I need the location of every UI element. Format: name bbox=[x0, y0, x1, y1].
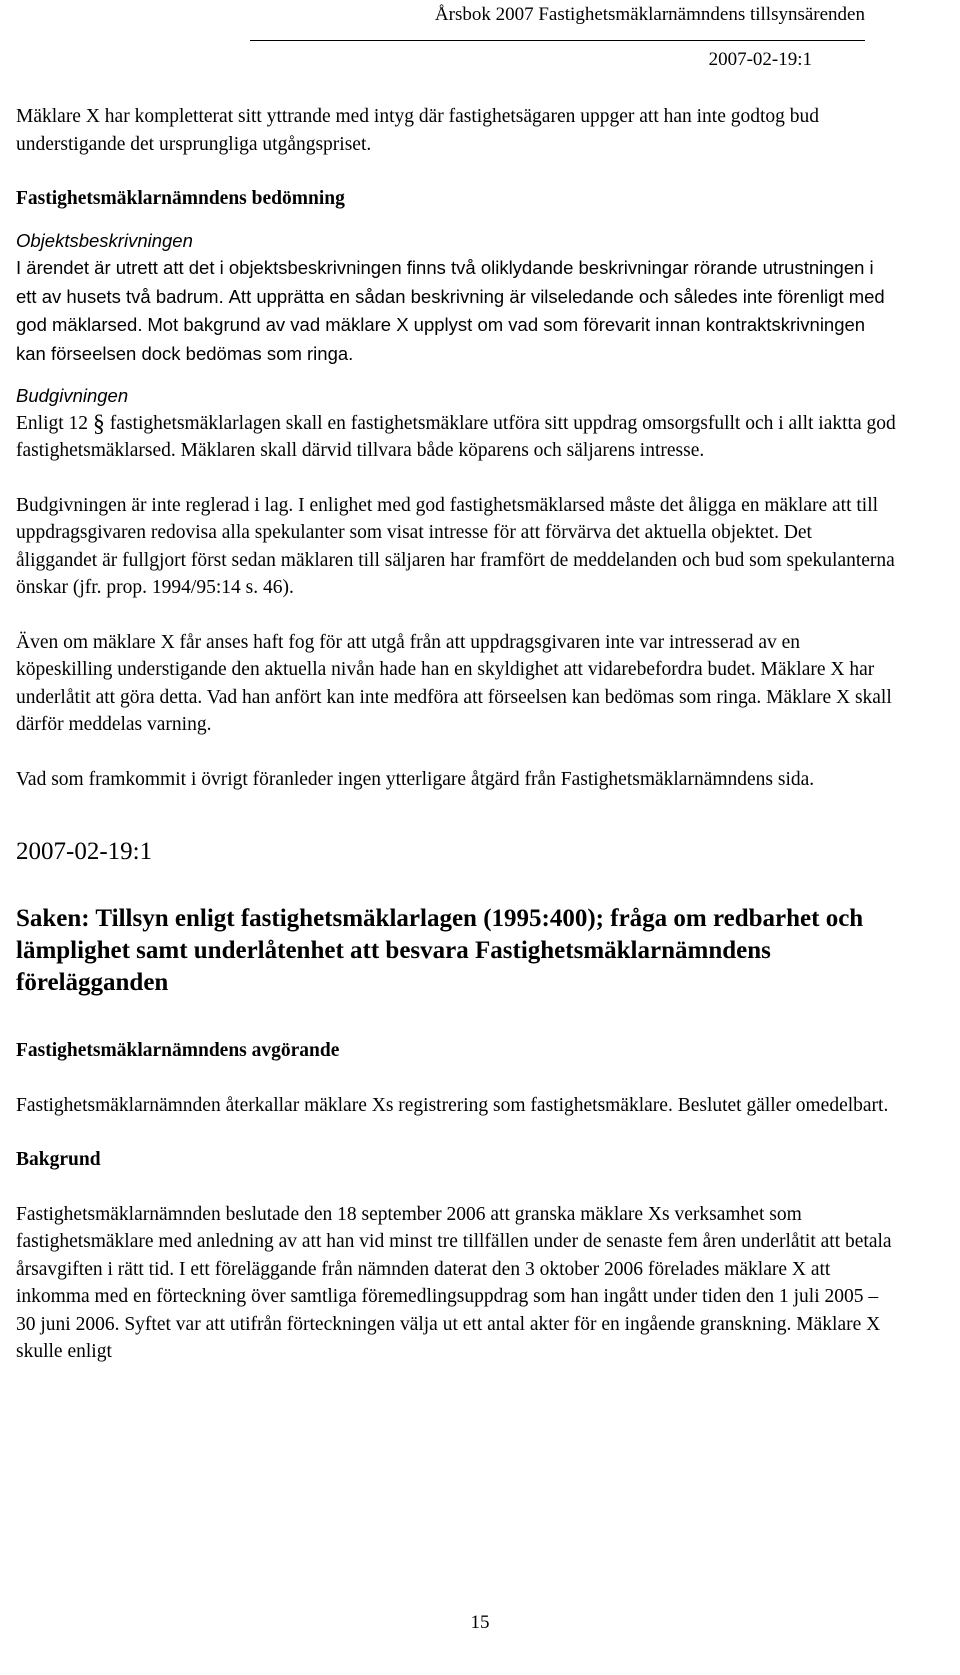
subheading-objektsbeskrivningen: Objektsbeskrivningen bbox=[16, 229, 193, 251]
paragraph-bakgrund: Fastighetsmäklarnämnden beslutade den 18 september 2006 att granska mäklare Xs verksamhet som fastighetsmäklare med anledning av att han vid minst tre tillfällen under de senaste fem åren underlåtit att betala årsavgiften i rätt tid. I ett föreläggande från nämnden daterat den 3 oktober 2006 förelades mäklare X att inkomma med en förteckning över samtliga föremedlingsuppdrag som han ingått under tiden den 1 juli 2005 – 30 juni 2006. Syftet var att utifrån förteckningen välja ut ett antal akter för en ingående granskning. Mäklare X skulle enligt bbox=[16, 1203, 892, 1362]
objekt-sentence-2: Att upprätta en sådan beskrivning är vilseledande och således inte förenligt med god mäklarsed. bbox=[16, 285, 885, 335]
paragraph-ovrigt: Vad som framkommit i övrigt föranleder ingen ytterligare åtgärd från Fastighetsmäklarnämndens sida. bbox=[16, 768, 815, 790]
paragraph-budgivning-2: Budgivningen är inte reglerad i lag. I enlighet med god fastighetsmäklarsed måste det åligga en mäklare att till uppdragsgivaren redovisa alla spekulanter som visat intresse för att förvärva det aktuella objektet. Det åliggandet är fullgjort först sedan mäklaren till säljaren har framfört de meddelanden och bud som spekulanterna önskar (jfr. prop. 1994/95:14 s. 46). bbox=[16, 494, 895, 598]
document-body bbox=[16, 103, 896, 1366]
objekt-sentence-1: I ärendet är utrett att det i objektsbeskrivningen finns två oliklydande beskrivningar rörande utrustningen i ett av husets två badrum. bbox=[16, 257, 874, 307]
budgiv-text-b: fastighetsmäklarlagen skall en fastighetsmäklare utföra sitt uppdrag omsorgsfullt och i allt iaktta god fastighetsmäklarsed. Mäklaren skall därvid tillvara både köparens och säljarens intresse. bbox=[16, 412, 896, 461]
paragraph-avgorande: Fastighetsmäklarnämnden återkallar mäklare Xs registrering som fastighetsmäklare. Beslutet gäller omedelbart. bbox=[16, 1094, 889, 1116]
heading-bedomning: Fastighetsmäklarnämndens bedömning bbox=[16, 188, 345, 209]
case-number: 2007-02-19:1 bbox=[16, 838, 153, 865]
subheading-budgivningen: Budgivningen bbox=[16, 385, 129, 406]
objekt-sentence-3: Mot bakgrund av vad mäklare X upplyst om vad som förevarit innan kontraktskrivningen kan förseelsen dock bedömas som ringa. bbox=[16, 314, 866, 364]
budgiv-text-a: Enligt 12 bbox=[16, 412, 89, 434]
header-rule bbox=[250, 40, 865, 41]
heading-avgorande: Fastighetsmäklarnämndens avgörande bbox=[16, 1040, 340, 1061]
heading-bakgrund: Bakgrund bbox=[16, 1149, 101, 1170]
paragraph-objektsbeskrivning bbox=[16, 254, 896, 368]
paragraph-budgivning-1 bbox=[16, 410, 896, 465]
intro-paragraph: Mäklare X har kompletterat sitt yttrande med intyg där fastighetsägaren uppger att han inte godtog bud understigande det ursprungliga utgångspriset. bbox=[16, 106, 820, 155]
running-header: Årsbok 2007 Fastighetsmäklarnämndens tillsynsärenden bbox=[434, 4, 865, 25]
page-number: 15 bbox=[470, 1612, 490, 1633]
case-title: Saken: Tillsyn enligt fastighetsmäklarlagen (1995:400); fråga om redbarhet och lämplighet samt underlåtenhet att besvara Fastighetsmäklarnämndens förelägganden bbox=[16, 905, 864, 996]
paragraph-budgivning-3: Även om mäklare X får anses haft fog för att utgå från att uppdragsgivaren inte var intresserad av en köpeskilling understigande den aktuella nivån hade han en skyldighet att vidarebefordra budet. Mäklare X har underlåtit att göra detta. Vad han anfört kan inte medföra att förseelsen kan bedömas som ringa. Mäklare X skall därför meddelas varning. bbox=[16, 631, 892, 735]
header-reference: 2007-02-19:1 bbox=[708, 49, 812, 70]
section-sign: § bbox=[92, 410, 105, 437]
